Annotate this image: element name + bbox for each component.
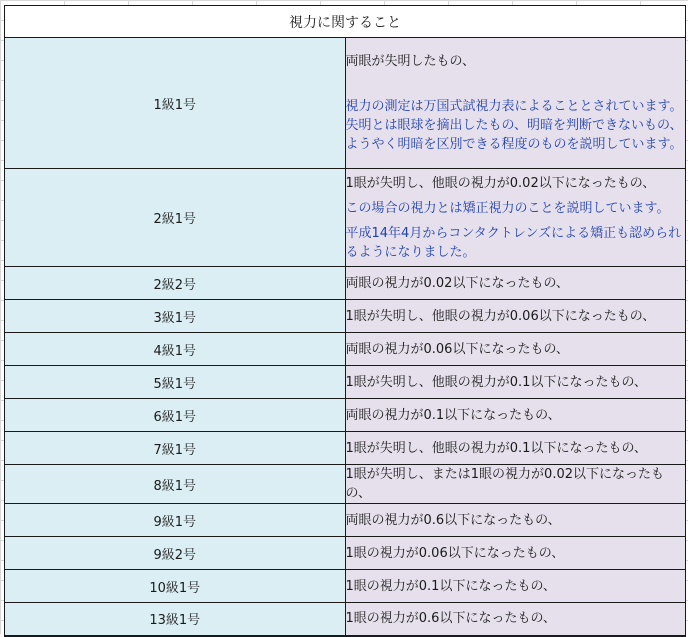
vision-disability-table xyxy=(4,5,686,637)
description-cell[interactable] xyxy=(345,38,686,169)
table-row xyxy=(5,570,686,603)
grade-cell[interactable]: 5級1号 xyxy=(5,366,346,399)
description-cell[interactable]: 両眼の視力が0.06以下になったもの、 xyxy=(345,333,686,366)
grade-cell[interactable]: 2級1号 xyxy=(5,169,346,267)
grade-cell[interactable]: 10級1号 xyxy=(5,570,346,603)
description-cell[interactable]: 1眼の視力が0.06以下になったもの、 xyxy=(345,537,686,570)
note-line: 平成14年4月からコンタクトレンズによる矯正も認められるようになりました。 xyxy=(345,225,682,260)
description-cell[interactable]: 1眼の視力が0.1以下になったもの、 xyxy=(345,570,686,603)
description-cell[interactable]: 1眼の視力が0.6以下になったもの、 xyxy=(345,603,686,636)
grade-cell[interactable]: 4級1号 xyxy=(5,333,346,366)
table-row xyxy=(5,300,686,333)
table-title[interactable]: 視力に関すること xyxy=(5,6,686,38)
description-cell[interactable]: 1眼が失明し、他眼の視力が0.06以下になったもの、 xyxy=(345,300,686,333)
grade-cell[interactable]: 9級1号 xyxy=(5,504,346,537)
grade-cell[interactable]: 13級1号 xyxy=(5,603,346,636)
description-cell[interactable] xyxy=(345,169,686,267)
description-cell[interactable]: 両眼の視力が0.1以下になったもの、 xyxy=(345,399,686,432)
grade-cell[interactable]: 3級1号 xyxy=(5,300,346,333)
grade-cell[interactable]: 1級1号 xyxy=(5,38,346,169)
note-line: 視力の測定は万国式試視力表によることとされています。失明とは眼球を摘出したもの、明暗を判断できないもの、ようやく明暗を区別できる程度のものを説明しています。 xyxy=(345,99,683,152)
description-cell[interactable]: 両眼の視力が0.02以下になったもの、 xyxy=(345,267,686,300)
grade-cell[interactable]: 2級2号 xyxy=(5,267,346,300)
description-line: 1眼が失明し、他眼の視力が0.02以下になったもの、 xyxy=(345,175,656,191)
table-row xyxy=(5,399,686,432)
grade-cell[interactable]: 7級1号 xyxy=(5,432,346,465)
table-header-row xyxy=(5,6,686,38)
description-cell[interactable]: 1眼が失明し、または1眼の視力が0.02以下になったもの、 xyxy=(345,465,686,504)
table-row xyxy=(5,504,686,537)
description-cell[interactable]: 1眼が失明し、他眼の視力が0.1以下になったもの、 xyxy=(345,366,686,399)
table-row xyxy=(5,465,686,504)
grade-cell[interactable]: 6級1号 xyxy=(5,399,346,432)
note-line: この場合の視力とは矯正視力のことを説明しています。 xyxy=(345,200,670,216)
table-row xyxy=(5,169,686,267)
grade-cell[interactable]: 8級1号 xyxy=(5,465,346,504)
grade-cell[interactable]: 9級2号 xyxy=(5,537,346,570)
table-row xyxy=(5,603,686,636)
table-row xyxy=(5,267,686,300)
table-row xyxy=(5,432,686,465)
table-row xyxy=(5,38,686,169)
description-line: 両眼が失明したもの、 xyxy=(345,54,475,69)
table-row xyxy=(5,333,686,366)
table-row xyxy=(5,366,686,399)
description-cell[interactable]: 1眼が失明し、他眼の視力が0.1以下になったもの、 xyxy=(345,432,686,465)
table-row xyxy=(5,537,686,570)
description-cell[interactable]: 両眼の視力が0.6以下になったもの、 xyxy=(345,504,686,537)
